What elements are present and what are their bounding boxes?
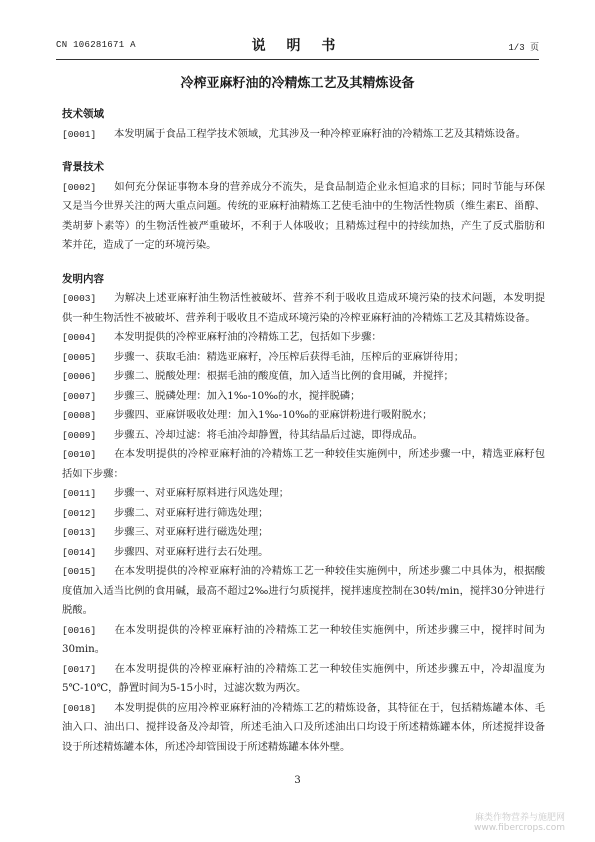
paragraph — [62, 484, 545, 504]
paragraph — [62, 523, 545, 543]
paragraph-number: [0008] — [62, 410, 97, 421]
paragraph-text: 本发明提供的应用冷榨亚麻籽油的冷精炼工艺的精炼设备，其特征在于，包括精炼罐本体、毛油入口、油出口、搅拌设备及冷却管，所述毛油入口及所述油出口均设于所述精炼罐本体，所述搅拌设备设于所述精炼罐本体，所述冷却管围设于所述精炼罐本体外壁。 — [62, 701, 545, 753]
paragraph-number: [0018] — [62, 702, 97, 714]
paragraph-number: [0002] — [62, 181, 97, 193]
document-header — [56, 35, 539, 57]
paragraph-number: [0003] — [62, 293, 97, 304]
paragraph — [62, 504, 545, 524]
document-title: 冷榨亚麻籽油的冷精炼工艺及其精炼设备 — [180, 76, 415, 91]
paragraph — [62, 445, 545, 484]
paragraph-text: 步骤四、亚麻饼吸收处理：加入1‰-10‰的亚麻饼粉进行吸附脱水； — [114, 409, 433, 421]
paragraph — [62, 406, 545, 426]
section-heading: 发明内容 — [62, 272, 104, 285]
paragraph-number: [0011] — [62, 488, 97, 499]
paragraph — [62, 562, 545, 621]
paragraph — [62, 543, 545, 563]
section-heading: 背景技术 — [62, 161, 104, 173]
paragraph-number: [0006] — [62, 371, 97, 382]
page-info: 1/3 页 — [508, 43, 539, 53]
paragraph — [62, 348, 545, 368]
paragraph — [62, 328, 545, 348]
paragraph-number: [0007] — [62, 390, 97, 402]
paragraph-number: [0005] — [62, 351, 97, 363]
paragraph — [62, 699, 545, 758]
document-type: 说 明 书 — [251, 38, 344, 54]
paragraph-text: 步骤四、对亚麻籽进行去石处理。 — [114, 545, 269, 558]
paragraph-text: 步骤三、脱磷处理：加入1‰-10‰的水，搅拌脱磷； — [114, 389, 361, 402]
paragraph-text: 如何充分保证事物本身的营养成分不流失，是食品制造企业永恒追求的目标；同时节能与环保又是当今世界关注的两大重点问题。传统的亚麻籽油精炼工艺使毛油中的生物活性物质（维生素E、甾醇、类胡萝卜素等）的生物活性被严重破坏，不利于人体吸收；且精炼过程中的持续加热，产生了反式脂肪和苯并芘，造成了一定的环境污染。 — [62, 180, 545, 251]
paragraph-number: [0015] — [62, 566, 97, 577]
watermark-url: www.fibercrops.com — [474, 823, 565, 833]
paragraph — [62, 178, 545, 256]
paragraph-text: 为解决上述亚麻籽油生物活性被破坏、营养不利于吸收且造成环境污染的技术问题，本发明提供一种生物活性不被破坏、营养利于吸收且不造成环境污染的冷榨亚麻籽油的冷精炼工艺及其精炼设备。 — [62, 292, 545, 324]
paragraph — [62, 387, 545, 407]
paragraph — [62, 125, 545, 145]
paragraph-number: [0009] — [62, 429, 97, 441]
paragraph — [62, 289, 545, 328]
paragraph-text: 在本发明提供的冷榨亚麻籽油的冷精炼工艺一种较佳实施例中，所述步骤二中具体为，根据酸度值加入适当比例的食用碱，最高不超过2‰进行匀质搅拌，搅拌速度控制在30转/min，搅拌30分钟进行脱酸。 — [62, 565, 545, 616]
paragraph-text: 在本发明提供的冷榨亚麻籽油的冷精炼工艺一种较佳实施例中，所述步骤一中，精选亚麻籽包括如下步骤： — [62, 448, 545, 480]
paragraph-text: 本发明提供的冷榨亚麻籽油的冷精炼工艺，包括如下步骤： — [114, 331, 382, 343]
paragraph-text: 本发明属于食品工程学技术领域，尤其涉及一种冷榨亚麻籽油的冷精炼工艺及其精炼设备。 — [114, 127, 526, 140]
page-number: 3 — [294, 775, 301, 786]
paragraph — [62, 660, 545, 699]
paragraph-number: [0014] — [62, 546, 97, 558]
paragraph — [62, 621, 545, 660]
paragraph — [62, 426, 545, 446]
paragraph — [62, 367, 545, 387]
document-body — [62, 105, 545, 757]
paragraph-text: 步骤三、对亚麻籽进行磁选处理； — [114, 526, 269, 538]
paragraph-number: [0016] — [62, 624, 97, 636]
paragraph-number: [0001] — [62, 128, 97, 140]
paragraph-text: 在本发明提供的冷榨亚麻籽油的冷精炼工艺一种较佳实施例中，所述步骤五中，冷却温度为5℃-10℃，静置时间为5-15小时，过滤次数为两次。 — [62, 662, 545, 694]
paragraph-number: [0012] — [62, 507, 97, 519]
paragraph-text: 步骤五、冷却过滤：将毛油冷却静置，待其结晶后过滤，即得成品。 — [114, 428, 423, 441]
header-divider — [56, 59, 539, 60]
paragraph-text: 步骤一、对亚麻籽原料进行风选处理； — [114, 487, 290, 499]
section-heading: 技术领域 — [62, 108, 104, 120]
paragraph-number: [0010] — [62, 449, 97, 460]
paragraph-text: 步骤二、脱酸处理：根据毛油的酸度值，加入适当比例的食用碱，并搅拌； — [114, 370, 454, 382]
watermark-site-name: 麻类作物营养与施肥网 — [474, 813, 565, 823]
paragraph-text: 步骤二、对亚麻籽进行筛选处理； — [114, 506, 269, 519]
paragraph-number: [0017] — [62, 663, 97, 675]
paragraph-number: [0013] — [62, 527, 97, 538]
paragraph-text: 在本发明提供的冷榨亚麻籽油的冷精炼工艺一种较佳实施例中，所述步骤三中，搅拌时间为30min。 — [62, 623, 545, 655]
patent-number: CN 106281671 A — [56, 40, 136, 50]
paragraph-text: 步骤一、获取毛油：精选亚麻籽，冷压榨后获得毛油，压榨后的亚麻饼待用； — [114, 350, 465, 363]
paragraph-number: [0004] — [62, 332, 97, 343]
